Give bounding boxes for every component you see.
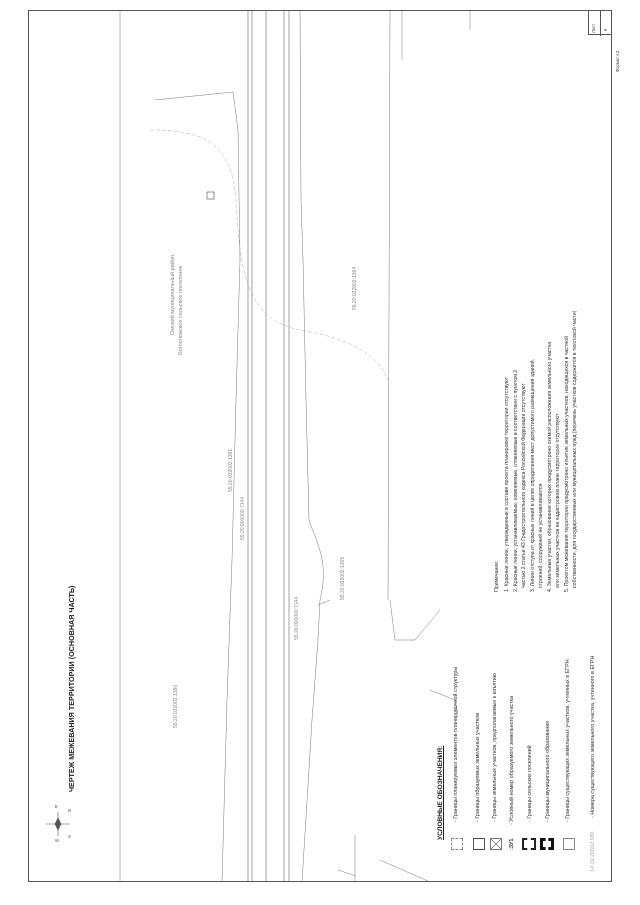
note-line-4: 3. Линии отступа от красных линий в целях определения мест допустимого размещения зданий, bbox=[530, 358, 536, 592]
sheet-stamp bbox=[588, 10, 612, 35]
area-label-district: Омский муниципальный район, bbox=[170, 253, 176, 335]
drawing-title: ЧЕРТЕЖ МЕЖЕВАНИЯ ТЕРРИТОРИИ (ОСНОВНАЯ ЧАСТЬ) bbox=[67, 585, 76, 792]
legend-swatch-withdrawn bbox=[490, 838, 502, 850]
parcel-label-1364: 55:20:032002:1364 bbox=[352, 266, 358, 310]
area-label-settlement: Богословское сельское поселение bbox=[178, 265, 184, 355]
legend-item-6: - Границы муниципального образования bbox=[545, 720, 551, 822]
notes-heading: Примечание: bbox=[494, 560, 500, 592]
legend-item-2: - Границы образуемых земельных участков bbox=[475, 712, 481, 822]
compass-south-label: S bbox=[68, 834, 71, 839]
compass-east-label: E bbox=[55, 804, 58, 809]
legend-swatch-structure bbox=[451, 838, 463, 850]
compass-west-label: W bbox=[55, 838, 59, 843]
legend-item-3: - Границы земельных участков, предполагаемых к изъятию bbox=[492, 673, 498, 822]
legend-item-4: - Условный номер образуемого земельного участка bbox=[509, 695, 515, 825]
note-line-3: частью 2 статьи 43 Градостроительного кодекса Российской Федерации отсутствуют bbox=[521, 383, 527, 588]
legend-swatch-formed bbox=[473, 838, 485, 850]
format-label: Формат А3 bbox=[615, 50, 620, 72]
legend-item-1: - Границы планируемых элементов планировочной структуры bbox=[453, 666, 459, 822]
note-line-9: собственности, для государственных или муниципальных нужд (перечень участков содержится в текстовой части) bbox=[572, 310, 578, 588]
parcel-label-1380: 55:20:032002:1380 bbox=[173, 684, 179, 728]
note-line-8: 5. Проектом межевания территории предусмотрено изъятие земельных участков, находящихся в частной bbox=[564, 335, 570, 592]
legend-symbol-zu1: :ЗУ1 bbox=[509, 838, 515, 850]
parcel-label-7144-b: 55:20:000000:7144 bbox=[294, 596, 300, 640]
note-line-5: строений, сооружений не устанавливаются bbox=[538, 483, 544, 588]
legend-heading: УСЛОВНЫЕ ОБОЗНАЧЕНИЯ: bbox=[437, 745, 444, 840]
legend-swatch-settlement bbox=[522, 838, 536, 850]
legend-item-7: - Границы существующих земельных участков, учтенных в ЕГРН bbox=[565, 659, 571, 822]
legend-swatch-existing bbox=[563, 838, 575, 850]
sheet-number: 8 bbox=[603, 28, 608, 31]
note-line-2: 2. Красные линии, устанавливаемые, изменяемые, отменяемые в соответствии с пунктом 2 bbox=[513, 369, 519, 592]
legend-item-8: - Номера существующего земельного участка, учтенного в ЕГРН bbox=[590, 655, 596, 818]
compass-north-label: N bbox=[68, 808, 72, 813]
note-line-6: 4. Земельные участки, образование которых предусмотрено схемой расположения земельного участка bbox=[547, 341, 553, 592]
note-line-1: 1. Красные линии, утвержденные в составе проекта планировки территории отсутствуют bbox=[504, 377, 510, 592]
legend-swatch-municipal bbox=[540, 838, 554, 850]
legend-symbol-cadastral: 14:19:20602:586 bbox=[590, 831, 596, 872]
legend-item-5: - Границы сельских поселений bbox=[527, 745, 533, 822]
note-line-7: или земельных участков на кадастровом плане территории отсутствуют bbox=[555, 413, 561, 588]
parcel-label-7144-a: 55:20:000000:7144 bbox=[240, 496, 246, 540]
sheet-stamp-label: Лист bbox=[591, 23, 596, 33]
parcel-label-1381: 55:20:032002:1381 bbox=[228, 448, 234, 492]
parcel-label-1365: 55:20:032002:1365 bbox=[340, 556, 346, 600]
